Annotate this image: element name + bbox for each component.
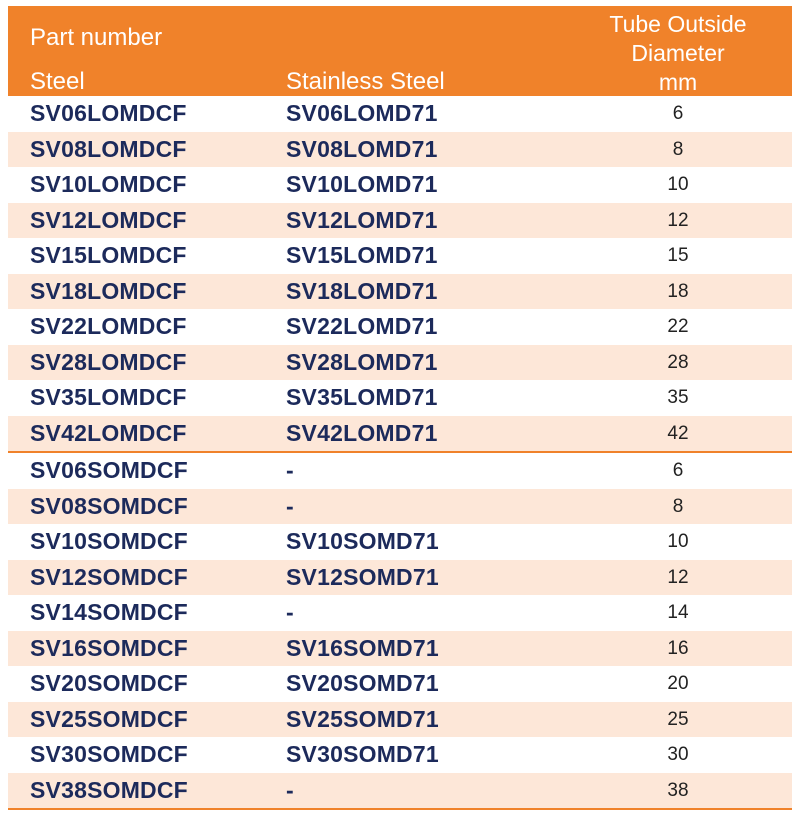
steel-part-number: SV08SOMDCF [30, 492, 188, 519]
tube-diameter-value: 22 [667, 316, 689, 337]
tube-diameter-value: 30 [667, 744, 689, 765]
stainless-part-number: - [286, 457, 294, 483]
steel-part-number: SV42LOMDCF [30, 419, 187, 446]
table-row [8, 238, 792, 274]
stainless-part-number: SV08LOMD71 [286, 135, 438, 162]
tube-diameter-value: 10 [667, 531, 689, 552]
table-row [8, 203, 792, 239]
stainless-steel-column-heading: Stainless Steel [286, 68, 445, 95]
stainless-part-number: SV10LOMD71 [286, 171, 438, 197]
steel-part-number: SV12LOMDCF [30, 206, 187, 233]
steel-column-heading: Steel [30, 68, 85, 95]
stainless-part-number: SV10SOMD71 [286, 528, 439, 554]
steel-part-number: SV12SOMDCF [30, 563, 188, 590]
tube-diameter-value: 8 [672, 138, 684, 160]
table-row [8, 524, 792, 560]
stainless-part-number: SV15LOMD71 [286, 242, 438, 268]
tube-diameter-value: 15 [667, 245, 689, 266]
stainless-part-number: SV06LOMD71 [286, 100, 438, 126]
tube-diameter-value: 18 [667, 280, 689, 302]
stainless-part-number: SV30SOMD71 [286, 741, 439, 767]
steel-part-number: SV35LOMDCF [30, 384, 187, 410]
tube-heading-line3: mm [658, 69, 698, 95]
table-row [8, 167, 792, 203]
table-row [8, 453, 792, 489]
table-row [8, 595, 792, 631]
steel-part-number: SV10LOMDCF [30, 171, 187, 197]
tube-diameter-value: 38 [667, 779, 689, 801]
steel-part-number: SV18LOMDCF [30, 277, 187, 304]
table-bottom-border [8, 808, 792, 810]
table-row [8, 380, 792, 416]
table-body [8, 96, 792, 810]
stainless-part-number: SV20SOMD71 [286, 670, 439, 696]
stainless-part-number: SV42LOMD71 [286, 419, 438, 446]
tube-diameter-value: 6 [672, 103, 684, 124]
tube-diameter-value: 12 [667, 209, 689, 231]
steel-part-number: SV06SOMDCF [30, 457, 188, 483]
steel-part-number: SV14SOMDCF [30, 599, 188, 625]
table-row [8, 274, 792, 310]
steel-part-number: SV22LOMDCF [30, 313, 187, 339]
part-number-heading: Part number [30, 24, 163, 51]
tube-diameter-value: 12 [667, 566, 689, 588]
steel-part-number: SV06LOMDCF [30, 100, 187, 126]
table-row [8, 773, 792, 809]
tube-diameter-value: 10 [667, 174, 689, 195]
stainless-part-number: - [286, 776, 294, 803]
tube-heading-line2: Diameter [631, 40, 725, 66]
steel-part-number: SV30SOMDCF [30, 741, 188, 767]
steel-part-number: SV25SOMDCF [30, 705, 188, 732]
steel-part-number: SV28LOMDCF [30, 348, 187, 375]
stainless-part-number: SV28LOMD71 [286, 348, 438, 375]
tube-diameter-value: 25 [667, 708, 689, 730]
stainless-part-number: SV12SOMD71 [286, 563, 439, 590]
table-row [8, 489, 792, 525]
table-row [8, 345, 792, 381]
table-row [8, 309, 792, 345]
tube-diameter-value: 28 [667, 351, 689, 373]
steel-part-number: SV20SOMDCF [30, 670, 188, 696]
steel-part-number: SV16SOMDCF [30, 634, 188, 661]
stainless-part-number: SV25SOMD71 [286, 705, 439, 732]
stainless-part-number: - [286, 599, 294, 625]
table-row [8, 702, 792, 738]
table-row [8, 666, 792, 702]
table-row [8, 631, 792, 667]
table-row [8, 132, 792, 168]
tube-diameter-value: 35 [667, 387, 689, 408]
stainless-part-number: SV12LOMD71 [286, 206, 438, 233]
stainless-part-number: - [286, 492, 294, 519]
steel-part-number: SV38SOMDCF [30, 776, 188, 803]
stainless-part-number: SV35LOMD71 [286, 384, 438, 410]
table-row [8, 560, 792, 596]
steel-part-number: SV08LOMDCF [30, 135, 187, 162]
tube-diameter-value: 8 [672, 495, 684, 517]
table-header [8, 6, 792, 96]
tube-heading-line1: Tube Outside [609, 11, 747, 37]
stainless-part-number: SV16SOMD71 [286, 634, 439, 661]
table-row [8, 416, 792, 452]
steel-part-number: SV15LOMDCF [30, 242, 187, 268]
stainless-part-number: SV22LOMD71 [286, 313, 438, 339]
table-row [8, 737, 792, 773]
tube-diameter-value: 16 [667, 637, 689, 659]
tube-diameter-value: 6 [672, 460, 684, 481]
tube-diameter-column-heading [568, 10, 788, 97]
table-row [8, 96, 792, 132]
tube-diameter-value: 42 [667, 422, 689, 444]
tube-diameter-value: 14 [667, 602, 689, 623]
steel-part-number: SV10SOMDCF [30, 528, 188, 554]
tube-diameter-value: 20 [667, 673, 689, 694]
stainless-part-number: SV18LOMD71 [286, 277, 438, 304]
